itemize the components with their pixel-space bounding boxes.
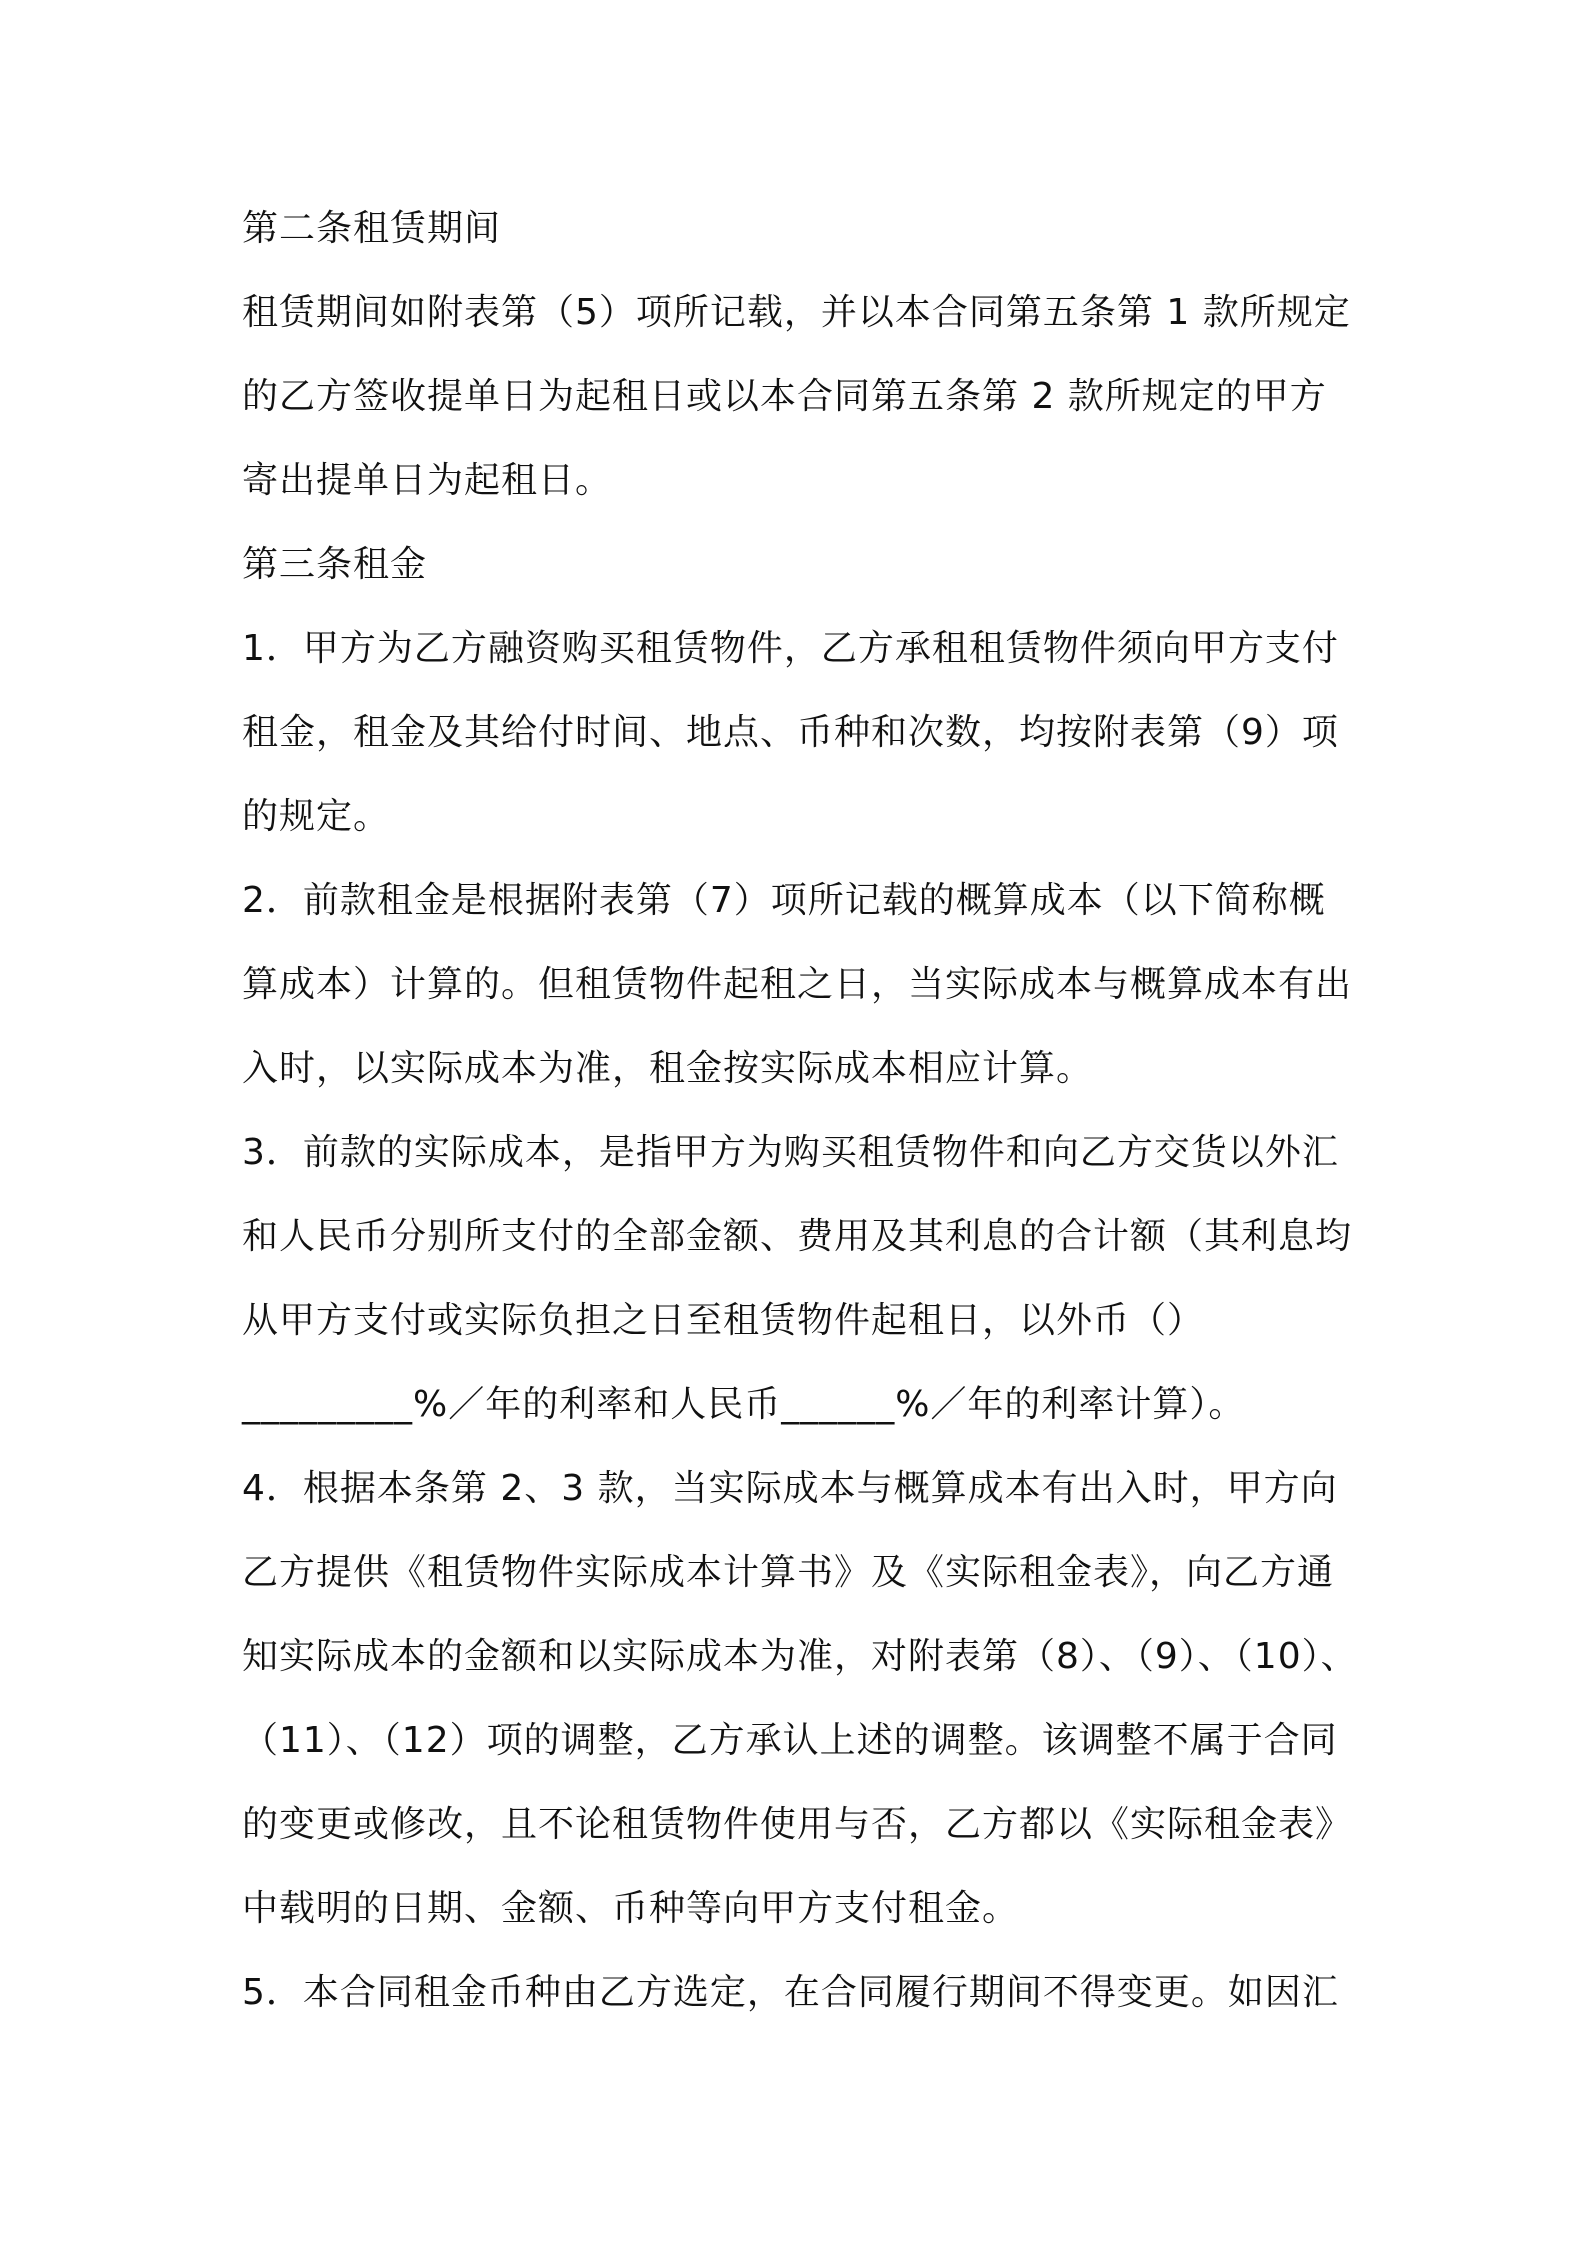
article-heading-rent: 第三条租金 bbox=[242, 544, 428, 585]
body-line: 1．甲方为乙方融资购买租赁物件，乙方承租租赁物件须向甲方支付 bbox=[242, 628, 1339, 669]
body-line: 的乙方签收提单日为起租日或以本合同第五条第 2 款所规定的甲方 bbox=[242, 376, 1327, 417]
body-line: 5．本合同租金币种由乙方选定，在合同履行期间不得变更。如因汇 bbox=[242, 1972, 1339, 2013]
body-line: 2．前款租金是根据附表第（7）项所记载的概算成本（以下简称概 bbox=[242, 880, 1326, 921]
body-line: （11）、（12）项的调整，乙方承认上述的调整。该调整不属于合同 bbox=[242, 1720, 1338, 1761]
body-line: 从甲方支付或实际负担之日至租赁物件起租日，以外币（） bbox=[242, 1300, 1205, 1341]
body-line: 知实际成本的金额和以实际成本为准，对附表第（8）、（9）、（10）、 bbox=[242, 1636, 1358, 1677]
article-heading-lease-period: 第二条租赁期间 bbox=[242, 208, 502, 249]
body-line: 入时，以实际成本为准，租金按实际成本相应计算。 bbox=[242, 1048, 1094, 1089]
body-line: 租金，租金及其给付时间、地点、币种和次数，均按附表第（9）项 bbox=[242, 712, 1339, 753]
body-line: 3．前款的实际成本，是指甲方为购买租赁物件和向乙方交货以外汇 bbox=[242, 1132, 1339, 1173]
body-line: 算成本）计算的。但租赁物件起租之日，当实际成本与概算成本有出 bbox=[242, 964, 1353, 1005]
body-line: 寄出提单日为起租日。 bbox=[242, 460, 613, 501]
body-line-blanks: _________%／年的利率和人民币______%／年的利率计算）。 bbox=[242, 1384, 1246, 1425]
body-line: 租赁期间如附表第（5）项所记载，并以本合同第五条第 1 款所规定 bbox=[242, 292, 1351, 333]
body-line: 和人民币分别所支付的全部金额、费用及其利息的合计额（其利息均 bbox=[242, 1216, 1353, 1257]
body-line: 4．根据本条第 2、3 款，当实际成本与概算成本有出入时，甲方向 bbox=[242, 1468, 1338, 1509]
body-line: 乙方提供《租赁物件实际成本计算书》及《实际租金表》，向乙方通 bbox=[242, 1552, 1335, 1593]
body-line: 的变更或修改，且不论租赁物件使用与否，乙方都以《实际租金表》 bbox=[242, 1804, 1353, 1845]
body-line: 的规定。 bbox=[242, 796, 391, 837]
body-line: 中载明的日期、金额、币种等向甲方支付租金。 bbox=[242, 1888, 1020, 1929]
